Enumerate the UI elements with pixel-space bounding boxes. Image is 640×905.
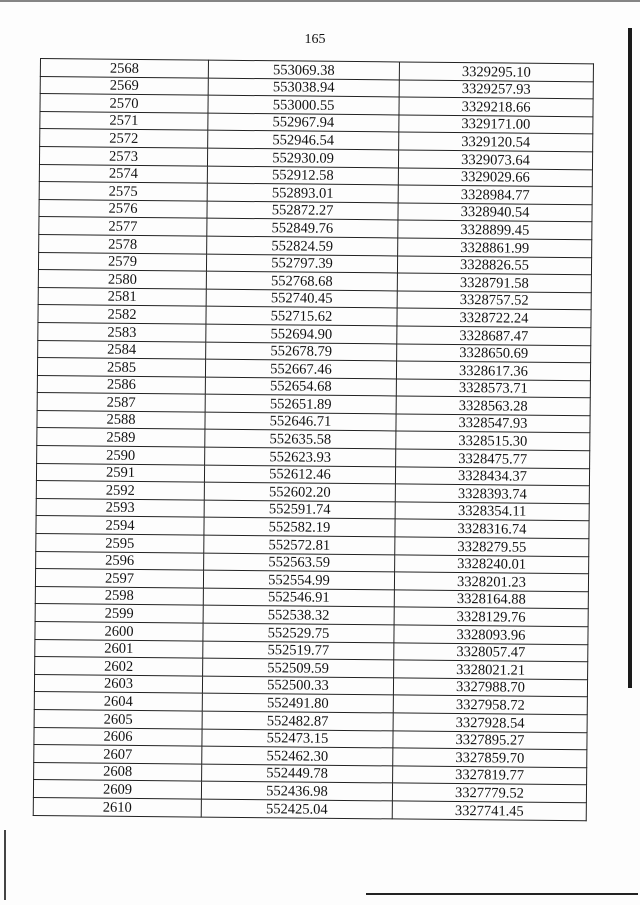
x-coordinate-cell: 552491.80 bbox=[202, 693, 393, 712]
point-number-cell: 2582 bbox=[38, 305, 206, 324]
y-coordinate-cell: 3328757.52 bbox=[397, 291, 591, 310]
y-coordinate-cell: 3328650.69 bbox=[397, 343, 591, 362]
x-coordinate-cell: 552872.27 bbox=[207, 201, 398, 220]
y-coordinate-cell: 3329218.66 bbox=[399, 97, 593, 116]
x-coordinate-cell: 552563.59 bbox=[204, 553, 395, 572]
point-number-cell: 2591 bbox=[36, 463, 204, 482]
x-coordinate-cell: 552912.58 bbox=[207, 166, 398, 185]
right-binding-mark bbox=[628, 28, 632, 688]
x-coordinate-cell: 552509.59 bbox=[203, 658, 394, 677]
x-coordinate-cell: 552740.45 bbox=[206, 289, 397, 308]
coordinates-table-body bbox=[33, 59, 593, 821]
x-coordinate-cell: 552529.75 bbox=[203, 623, 394, 642]
point-number-cell: 2578 bbox=[39, 234, 207, 253]
y-coordinate-cell: 3327859.70 bbox=[393, 748, 587, 767]
x-coordinate-cell: 552646.71 bbox=[205, 412, 396, 431]
point-number-cell: 2568 bbox=[40, 59, 208, 78]
y-coordinate-cell: 3328316.74 bbox=[395, 519, 589, 538]
point-number-cell: 2579 bbox=[38, 252, 206, 271]
point-number-cell: 2583 bbox=[38, 322, 206, 341]
y-coordinate-cell: 3328240.01 bbox=[395, 555, 589, 574]
point-number-cell: 2603 bbox=[34, 674, 202, 693]
y-coordinate-cell: 3328573.71 bbox=[396, 379, 590, 398]
x-coordinate-cell: 552768.68 bbox=[206, 271, 397, 290]
point-number-cell: 2577 bbox=[39, 217, 207, 236]
point-number-cell: 2607 bbox=[34, 745, 202, 764]
x-coordinate-cell: 552678.79 bbox=[206, 342, 397, 361]
point-number-cell: 2599 bbox=[35, 604, 203, 623]
y-coordinate-cell: 3328164.88 bbox=[394, 590, 588, 609]
point-number-cell: 2602 bbox=[35, 657, 203, 676]
y-coordinate-cell: 3328475.77 bbox=[396, 449, 590, 468]
point-number-cell: 2569 bbox=[40, 76, 208, 95]
y-coordinate-cell: 3328021.21 bbox=[394, 660, 588, 679]
x-coordinate-cell: 552946.54 bbox=[208, 130, 399, 149]
x-coordinate-cell: 552967.94 bbox=[208, 113, 399, 132]
point-number-cell: 2588 bbox=[37, 410, 205, 429]
page-number: 165 bbox=[304, 32, 326, 47]
y-coordinate-cell: 3328434.37 bbox=[395, 467, 589, 486]
y-coordinate-cell: 3329029.66 bbox=[398, 168, 592, 187]
y-coordinate-cell: 3327895.27 bbox=[393, 730, 587, 749]
y-coordinate-cell: 3328093.96 bbox=[394, 625, 588, 644]
point-number-cell: 2597 bbox=[35, 569, 203, 588]
y-coordinate-cell: 3328899.45 bbox=[398, 220, 592, 239]
point-number-cell: 2580 bbox=[38, 270, 206, 289]
x-coordinate-cell: 552500.33 bbox=[202, 676, 393, 695]
point-number-cell: 2609 bbox=[33, 780, 201, 799]
y-coordinate-cell: 3328722.24 bbox=[397, 308, 591, 327]
point-number-cell: 2575 bbox=[39, 182, 207, 201]
x-coordinate-cell: 553000.55 bbox=[208, 95, 399, 114]
y-coordinate-cell: 3328057.47 bbox=[394, 643, 588, 662]
point-number-cell: 2601 bbox=[35, 639, 203, 658]
point-number-cell: 2593 bbox=[36, 498, 204, 517]
x-coordinate-cell: 552602.20 bbox=[204, 482, 395, 501]
point-number-cell: 2596 bbox=[36, 551, 204, 570]
point-number-cell: 2604 bbox=[34, 692, 202, 711]
y-coordinate-cell: 3328515.30 bbox=[396, 431, 590, 450]
y-coordinate-cell: 3327928.54 bbox=[393, 713, 587, 732]
x-coordinate-cell: 552582.19 bbox=[204, 518, 395, 537]
x-coordinate-cell: 552824.59 bbox=[207, 236, 398, 255]
top-scan-edge bbox=[0, 0, 640, 2]
y-coordinate-cell: 3327819.77 bbox=[393, 766, 587, 785]
y-coordinate-cell: 3328547.93 bbox=[396, 414, 590, 433]
point-number-cell: 2587 bbox=[37, 393, 205, 412]
x-coordinate-cell: 552462.30 bbox=[202, 746, 393, 765]
x-coordinate-cell: 552694.90 bbox=[206, 324, 397, 343]
point-number-cell: 2594 bbox=[36, 516, 204, 535]
point-number-cell: 2610 bbox=[33, 797, 201, 816]
y-coordinate-cell: 3328791.58 bbox=[397, 273, 591, 292]
x-coordinate-cell: 552554.99 bbox=[203, 570, 394, 589]
x-coordinate-cell: 552612.46 bbox=[204, 465, 395, 484]
x-coordinate-cell: 552651.89 bbox=[205, 394, 396, 413]
y-coordinate-cell: 3328563.28 bbox=[396, 396, 590, 415]
coordinates-table bbox=[33, 58, 594, 821]
point-number-cell: 2571 bbox=[40, 111, 208, 130]
y-coordinate-cell: 3328984.77 bbox=[398, 185, 592, 204]
y-coordinate-cell: 3328617.36 bbox=[396, 361, 590, 380]
x-coordinate-cell: 552482.87 bbox=[202, 711, 393, 730]
x-coordinate-cell: 552654.68 bbox=[205, 377, 396, 396]
x-coordinate-cell: 552473.15 bbox=[202, 729, 393, 748]
x-coordinate-cell: 552930.09 bbox=[207, 148, 398, 167]
y-coordinate-cell: 3327779.52 bbox=[392, 783, 586, 802]
y-coordinate-cell: 3328861.99 bbox=[398, 238, 592, 257]
y-coordinate-cell: 3329171.00 bbox=[399, 115, 593, 134]
y-coordinate-cell: 3327988.70 bbox=[393, 678, 587, 697]
point-number-cell: 2584 bbox=[38, 340, 206, 359]
point-number-cell: 2595 bbox=[36, 534, 204, 553]
y-coordinate-cell: 3328201.23 bbox=[394, 572, 588, 591]
coordinates-table-wrapper bbox=[33, 58, 590, 821]
point-number-cell: 2606 bbox=[34, 727, 202, 746]
x-coordinate-cell: 552849.76 bbox=[207, 218, 398, 237]
y-coordinate-cell: 3329120.54 bbox=[399, 132, 593, 151]
x-coordinate-cell: 552635.58 bbox=[205, 430, 396, 449]
point-number-cell: 2589 bbox=[37, 428, 205, 447]
y-coordinate-cell: 3327741.45 bbox=[392, 801, 586, 820]
y-coordinate-cell: 3328826.55 bbox=[397, 255, 591, 274]
x-coordinate-cell: 552519.77 bbox=[203, 641, 394, 660]
point-number-cell: 2590 bbox=[37, 446, 205, 465]
left-binding-mark bbox=[4, 830, 6, 900]
y-coordinate-cell: 3329295.10 bbox=[399, 62, 593, 81]
x-coordinate-cell: 552623.93 bbox=[205, 447, 396, 466]
x-coordinate-cell: 552449.78 bbox=[202, 764, 393, 783]
y-coordinate-cell: 3328129.76 bbox=[394, 607, 588, 626]
x-coordinate-cell: 552591.74 bbox=[204, 500, 395, 519]
point-number-cell: 2598 bbox=[35, 586, 203, 605]
x-coordinate-cell: 552667.46 bbox=[205, 359, 396, 378]
x-coordinate-cell: 553069.38 bbox=[208, 60, 399, 79]
y-coordinate-cell: 3328393.74 bbox=[395, 484, 589, 503]
y-coordinate-cell: 3327958.72 bbox=[393, 695, 587, 714]
x-coordinate-cell: 552436.98 bbox=[201, 781, 392, 800]
point-number-cell: 2570 bbox=[40, 94, 208, 113]
y-coordinate-cell: 3328354.11 bbox=[395, 502, 589, 521]
x-coordinate-cell: 552893.01 bbox=[207, 183, 398, 202]
x-coordinate-cell: 552538.32 bbox=[203, 605, 394, 624]
point-number-cell: 2585 bbox=[37, 358, 205, 377]
point-number-cell: 2574 bbox=[39, 164, 207, 183]
y-coordinate-cell: 3329257.93 bbox=[399, 80, 593, 99]
point-number-cell: 2600 bbox=[35, 621, 203, 640]
point-number-cell: 2581 bbox=[38, 287, 206, 306]
y-coordinate-cell: 3328279.55 bbox=[395, 537, 589, 556]
x-coordinate-cell: 552546.91 bbox=[203, 588, 394, 607]
x-coordinate-cell: 553038.94 bbox=[208, 78, 399, 97]
point-number-cell: 2592 bbox=[36, 481, 204, 500]
bottom-scan-edge bbox=[366, 893, 638, 895]
point-number-cell: 2573 bbox=[39, 146, 207, 165]
y-coordinate-cell: 3328940.54 bbox=[398, 203, 592, 222]
point-number-cell: 2608 bbox=[34, 762, 202, 781]
x-coordinate-cell: 552715.62 bbox=[206, 306, 397, 325]
y-coordinate-cell: 3328687.47 bbox=[397, 326, 591, 345]
point-number-cell: 2605 bbox=[34, 709, 202, 728]
point-number-cell: 2576 bbox=[39, 199, 207, 218]
point-number-cell: 2572 bbox=[40, 129, 208, 148]
x-coordinate-cell: 552797.39 bbox=[206, 254, 397, 273]
x-coordinate-cell: 552425.04 bbox=[201, 799, 392, 818]
point-number-cell: 2586 bbox=[37, 375, 205, 394]
x-coordinate-cell: 552572.81 bbox=[204, 535, 395, 554]
y-coordinate-cell: 3329073.64 bbox=[398, 150, 592, 169]
